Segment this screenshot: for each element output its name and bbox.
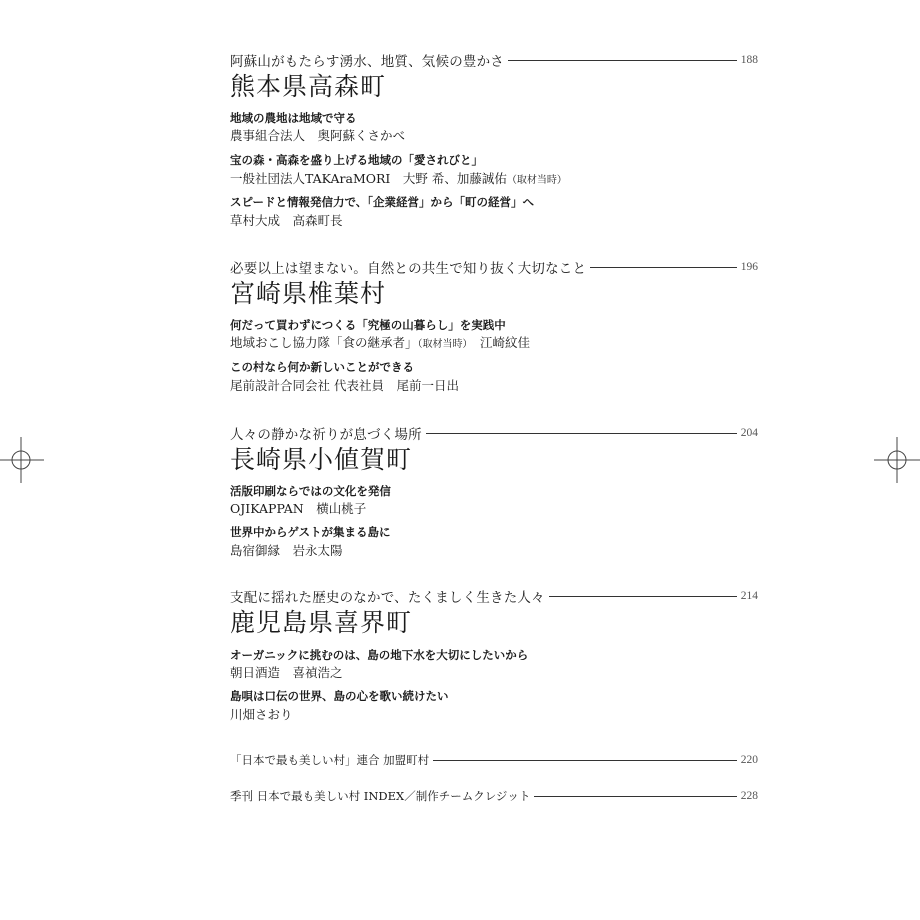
page-number: 188 <box>740 54 758 66</box>
article-title: この村なら何か新しいことができる <box>230 360 414 374</box>
author-note: （取材当時） <box>506 175 567 186</box>
section-place-title: 長崎県小値賀町 <box>230 445 413 474</box>
page-number: 204 <box>740 427 758 439</box>
leader-line <box>426 433 737 434</box>
extra-entry-text: 季刊 日本で最も美しい村 INDEX／制作チームクレジット <box>230 789 531 803</box>
page-number: 214 <box>740 590 758 602</box>
leader-line <box>590 267 737 268</box>
leader-line <box>433 760 737 761</box>
article-title: オーガニックに挑むのは、島の地下水を大切にしたいから <box>230 648 529 662</box>
section-place-title: 宮崎県椎葉村 <box>230 279 387 308</box>
page-number: 196 <box>740 261 758 273</box>
section-lead: 必要以上は望まない。自然との共生で知り抜く大切なこと <box>230 261 587 277</box>
article-title: 島唄は口伝の世界、島の心を歌い続けたい <box>230 689 449 703</box>
article-author: 一般社団法人TAKAraMORI 大野 希、加藤誠佑（取材当時） <box>230 171 567 186</box>
section-lead-row[interactable] <box>230 586 758 606</box>
article-title: 活版印刷ならではの文化を発信 <box>230 484 391 498</box>
article-title: 地域の農地は地域で守る <box>230 111 357 125</box>
article-author: 川畑さおり <box>230 707 293 722</box>
article-title: 世界中からゲストが集まる島に <box>230 525 391 539</box>
extra-entry-text: 「日本で最も美しい村」連合 加盟町村 <box>230 753 430 767</box>
extra-entry-row[interactable] <box>230 750 758 770</box>
article-title: 何だって買わずにつくる「究極の山暮らし」を実践中 <box>230 318 506 332</box>
leader-line <box>508 60 737 61</box>
article-author: 草村大成 高森町長 <box>230 213 343 228</box>
registration-mark-icon <box>874 437 920 483</box>
section-lead-row[interactable] <box>230 423 758 443</box>
article-author: 農事組合法人 奥阿蘇くさかべ <box>230 128 406 143</box>
article-author: OJIKAPPAN 横山桃子 <box>230 501 367 516</box>
article-author: 島宿御縁 岩永太陽 <box>230 543 343 558</box>
author-note: （取材当時） <box>417 339 468 350</box>
section-place-title: 鹿児島県喜界町 <box>230 608 413 637</box>
extra-entry-row[interactable] <box>230 786 758 806</box>
article-title: スピードと情報発信力で、「企業経営」から「町の経営」へ <box>230 195 535 209</box>
leader-line <box>534 796 736 797</box>
article-author: 朝日酒造 喜禎浩之 <box>230 665 343 680</box>
registration-mark-icon <box>0 437 44 483</box>
section-lead: 支配に揺れた歴史のなかで、たくましく生きた人々 <box>230 590 545 606</box>
page-number: 220 <box>740 754 758 766</box>
section-place-title: 熊本県高森町 <box>230 72 387 101</box>
article-title: 宝の森・高森を盛り上げる地域の「愛されびと」 <box>230 153 483 167</box>
leader-line <box>549 596 737 597</box>
section-lead: 人々の静かな祈りが息づく場所 <box>230 427 422 443</box>
article-author: 地域おこし協力隊「食の継承者」（取材当時） 江崎紋佳 <box>230 335 531 350</box>
page-number: 228 <box>740 790 758 802</box>
article-author: 尾前設計合同会社 代表社員 尾前一日出 <box>230 378 459 393</box>
section-lead-row[interactable] <box>230 50 758 70</box>
section-lead: 阿蘇山がもたらす湧水、地質、気候の豊かさ <box>230 54 504 70</box>
section-lead-row[interactable] <box>230 257 758 277</box>
